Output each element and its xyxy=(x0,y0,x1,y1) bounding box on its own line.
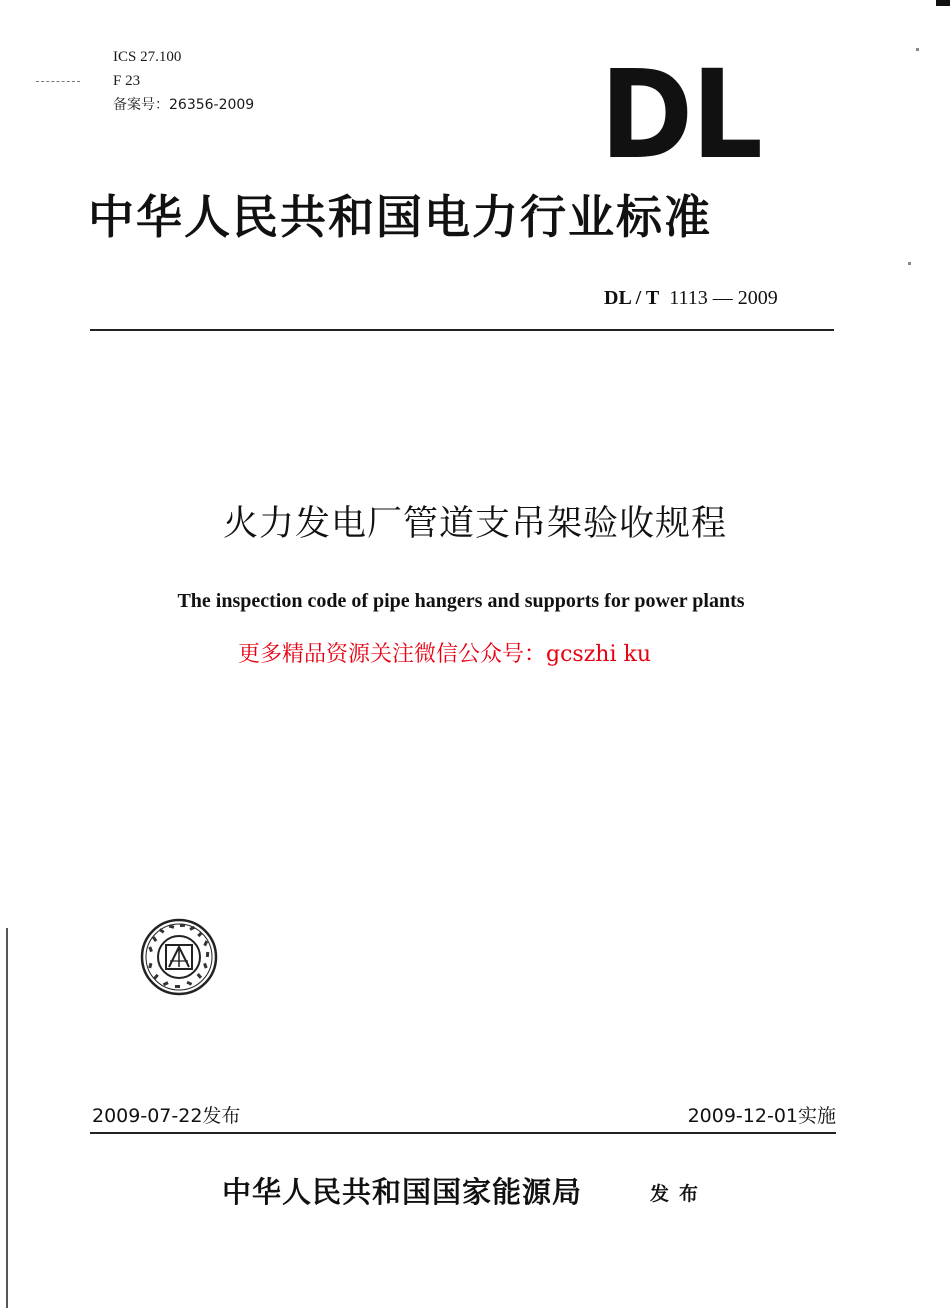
scan-artifact-dot xyxy=(908,262,911,265)
scan-artifact-dash xyxy=(36,81,80,82)
issuer-name: 中华人民共和国国家能源局 xyxy=(222,1175,583,1209)
document-title-en: The inspection code of pipe hangers and supports for power plants xyxy=(177,590,745,612)
scan-artifact-edge xyxy=(6,928,8,1308)
publisher-seal-icon xyxy=(139,917,219,997)
standard-code-prefix: DL / T xyxy=(604,287,660,309)
scan-artifact-corner xyxy=(936,0,950,6)
issuer-action: 发布 xyxy=(650,1183,709,1205)
standard-category: 中华人民共和国电力行业标准 xyxy=(88,190,712,244)
record-number: 备案号：26356-2009 xyxy=(113,97,255,113)
ics-number: ICS 27.100 xyxy=(113,49,182,65)
footer-divider xyxy=(90,1132,836,1134)
header-divider xyxy=(90,329,834,331)
standard-code-number: 1113 — 2009 xyxy=(669,287,778,309)
document-title-cn: 火力发电厂管道支吊架验收规程 xyxy=(222,504,727,544)
scan-artifact-dot xyxy=(916,48,919,51)
issue-date: 2009-07-22发布 xyxy=(92,1105,241,1127)
standard-code xyxy=(604,286,778,310)
promo-line: 更多精品资源关注微信公众号：gcszhi ku xyxy=(238,642,651,667)
dl-logo: DL xyxy=(600,44,762,186)
implementation-date: 2009-12-01实施 xyxy=(687,1105,836,1127)
classification-code: F 23 xyxy=(113,73,141,89)
